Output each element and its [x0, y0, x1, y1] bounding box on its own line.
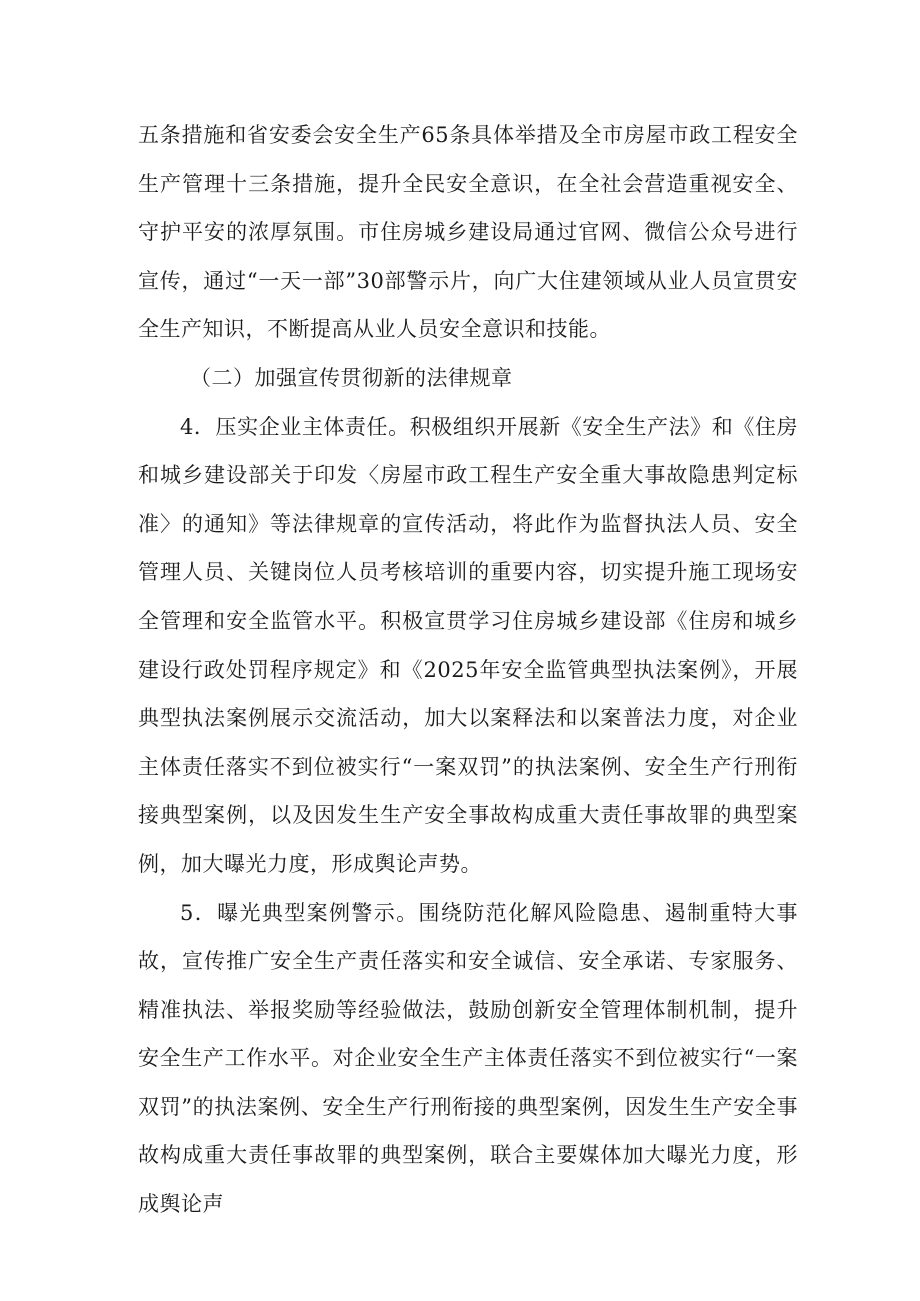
section-heading: （二）加强宣传贯彻新的法律规章: [190, 365, 513, 390]
paragraph-item-4: 4．压实企业主体责任。积极组织开展新《安全生产法》和《住房和城乡建设部关于印发〈房屋市政工程生产安全重大事故隐患判定标准〉的通知》等法律规章的宣传活动，将此作为监督执法人员、安全管理人员、关键岗位人员考核培训的重要内容，切实提升施工现场安全管理和安全监管水平。积极宣贯学习住房城乡建设部《住房和城乡建设行政处罚程序规定》和《2025年安全监管典型执法案例》，开展典型执法案例展示交流活动，加大以案释法和以案普法力度，对企业主体责任落实不到位被实行“一案双罚”的执法案例、安全生产行刑衔接典型案例，以及因发生生产安全事故构成重大责任事故罪的典型案例，加大曝光力度，形成舆论声势。: [138, 414, 798, 876]
paragraph-item-5: 5．曝光典型案例警示。围绕防范化解风险隐患、遏制重特大事故，宣传推广安全生产责任落实和安全诚信、安全承诺、专家服务、精准执法、举报奖励等经验做法，鼓励创新安全管理体制机制，提升安全生产工作水平。对企业安全生产主体责任落实不到位被实行“一案双罚”的执法案例、安全生产行刑衔接的典型案例，因发生生产安全事故构成重大责任事故罪的典型案例，联合主要媒体加大曝光力度，形成舆论声: [138, 900, 798, 1217]
document-body: [138, 111, 798, 1229]
paragraph-continuation: 五条措施和省安委会安全生产65条具体举措及全市房屋市政工程安全生产管理十三条措施，提升全民安全意识，在全社会营造重视安全、守护平安的浓厚氛围。市住房城乡建设局通过官网、微信公众号进行宣传，通过“一天一部”30部警示片，向广大住建领域从业人员宣贯安全生产知识，不断提高从业人员安全意识和技能。: [138, 123, 798, 342]
